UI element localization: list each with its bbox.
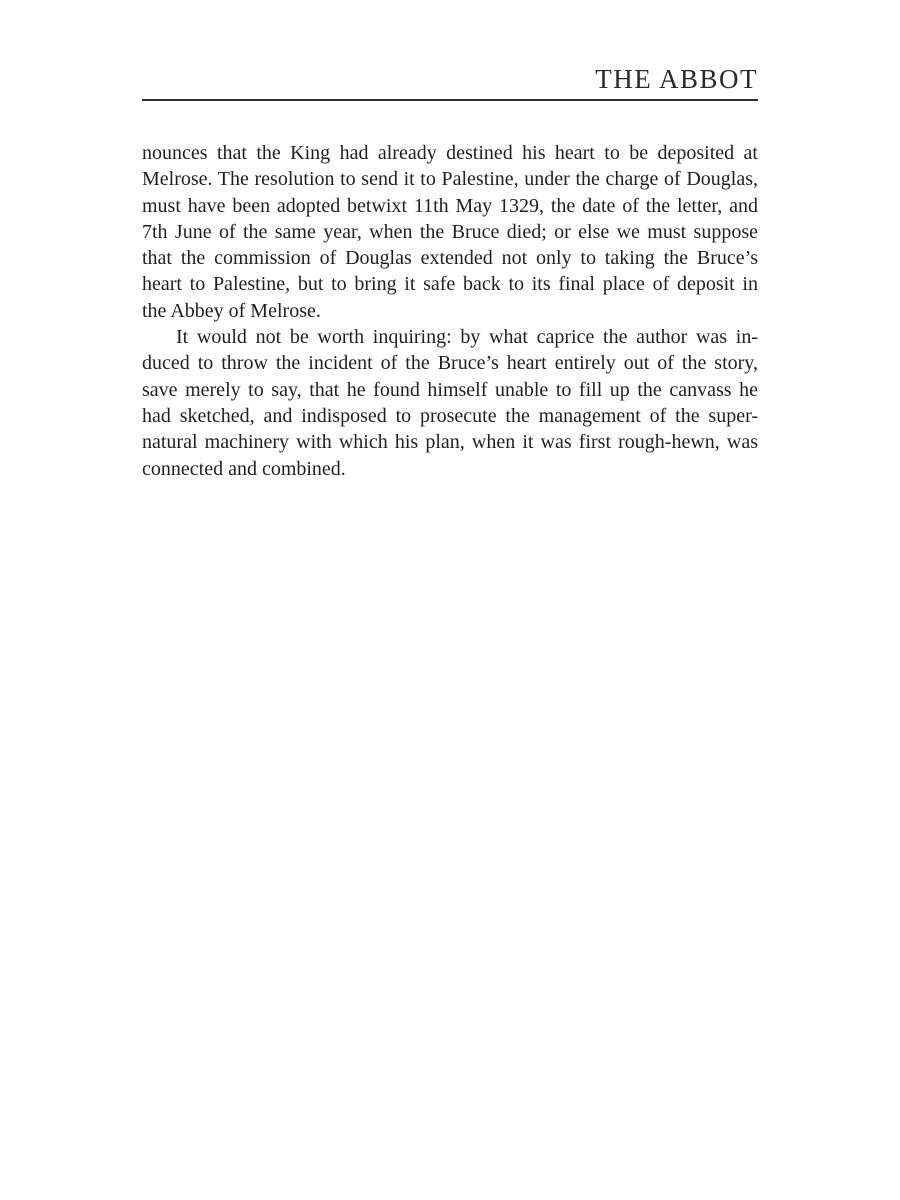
text-line: must have been adopted betwixt 11th May 1329, the date of the letter, and (142, 194, 758, 217)
text-line: nounces that the King had already destined his heart to be deposited at (142, 142, 758, 164)
paragraph-1 (142, 140, 758, 324)
body-text (142, 140, 758, 482)
text-line: that the commission of Douglas extended not only to taking the Bruce’s (142, 247, 758, 270)
text-line: save merely to say, that he found himself unable to fill up the canvass he (142, 378, 758, 401)
text-line: It would not be worth inquiring: by what caprice the author was in- (176, 326, 758, 349)
book-page (142, 0, 758, 1200)
text-line: Melrose. The resolution to send it to Palestine, under the charge of Douglas, (142, 168, 758, 191)
text-line: heart to Palestine, but to bring it safe back to its final place of deposit in (142, 273, 758, 296)
text-line: had sketched, and indisposed to prosecute the management of the super- (142, 404, 758, 427)
text-line: connected and combined. (142, 457, 346, 480)
text-line: natural machinery with which his plan, when it was first rough-hewn, was (142, 431, 758, 454)
running-head: THE ABBOT (595, 64, 758, 94)
text-line: duced to throw the incident of the Bruce’s heart entirely out of the story, (142, 352, 758, 375)
header-rule (142, 99, 758, 101)
paragraph-2 (142, 324, 758, 482)
text-line: the Abbey of Melrose. (142, 299, 321, 322)
text-line: 7th June of the same year, when the Bruce died; or else we must suppose (142, 220, 758, 243)
